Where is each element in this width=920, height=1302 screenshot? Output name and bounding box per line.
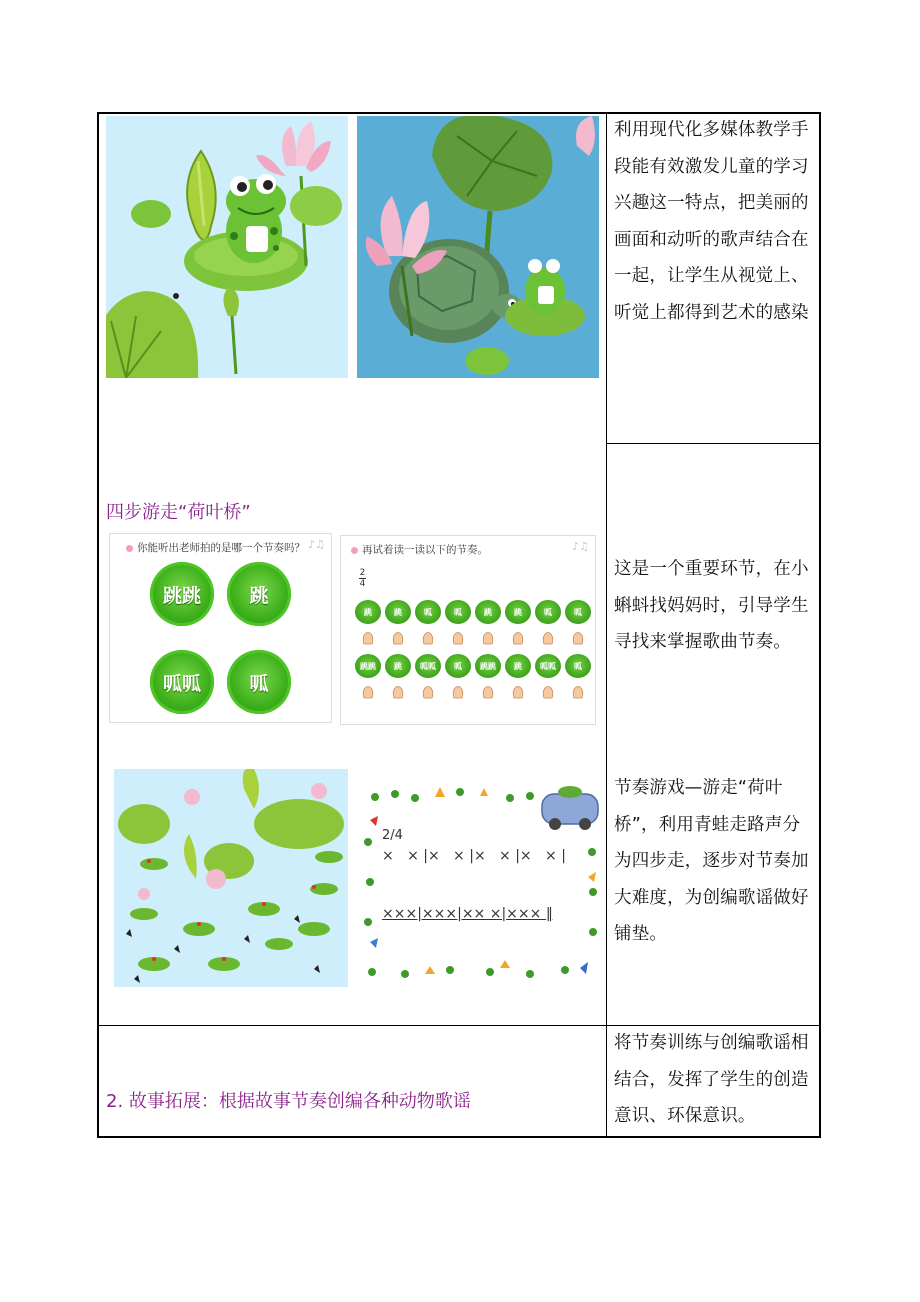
time-signature: 2/4: [382, 828, 403, 843]
lily-pad-path-image: [114, 769, 348, 987]
music-note-icon: ♪♫: [308, 538, 325, 551]
rhythm-leaf: 呱呱: [535, 654, 561, 678]
slide-title: 你能听出老师拍的是哪一个节奏吗？: [126, 540, 305, 555]
rhythm-board-image: [360, 782, 600, 987]
rhythm-leaf: 跳跳: [355, 654, 381, 678]
column-divider: [606, 112, 607, 1138]
rhythm-option[interactable]: 呱: [227, 650, 291, 714]
clap-hand-icon: [362, 684, 374, 698]
clap-hand-icon: [572, 684, 584, 698]
clap-hand-icon: [422, 630, 434, 644]
clap-hand-icon: [482, 630, 494, 644]
rhythm-leaf: 呱: [445, 600, 471, 624]
clap-hand-icon: [572, 630, 584, 644]
rhythm-leaf: 呱呱: [415, 654, 441, 678]
rhythm-line-1: × × |× × |× × |× × |: [382, 848, 566, 864]
rhythm-leaf: 呱: [565, 600, 591, 624]
rhythm-leaf: 呱: [535, 600, 561, 624]
story-note: 将节奏训练与创编歌谣相 结合，发挥了学生的创造 意识、环保意识。: [614, 1033, 809, 1126]
clap-hand-icon: [482, 684, 494, 698]
rhythm-leaf: 跳: [355, 600, 381, 624]
rhythm-option[interactable]: 呱呱: [150, 650, 214, 714]
rhythm-leaf: 呱: [565, 654, 591, 678]
rhythm-leaf: 呱: [415, 600, 441, 624]
frog-lotus-image: [106, 116, 348, 378]
rhythm-leaf: 跳: [505, 654, 531, 678]
rhythm-note: 这是一个重要环节，在小 蝌蚪找妈妈时，引导学生 寻找来掌握歌曲节奏。: [614, 559, 809, 652]
clap-hand-icon: [512, 630, 524, 644]
bullet-icon: [126, 545, 133, 552]
rhythm-quiz-slide: [109, 533, 332, 723]
rhythm-line-2: ×××|×××|×× ×|××× ‖: [382, 906, 553, 922]
section-heading: 四步游走“荷叶桥”: [106, 502, 251, 523]
clap-hand-icon: [422, 684, 434, 698]
clap-hand-icon: [542, 630, 554, 644]
clap-hand-icon: [452, 684, 464, 698]
game-note: 节奏游戏—游走“荷叶 桥”，利用青蛙走路声分 为四步走，逐步对节奏加 大难度，为创编歌谣做好 铺垫。: [614, 778, 809, 944]
turtle-frog-image: [357, 116, 599, 378]
rhythm-leaf: 跳: [385, 654, 411, 678]
time-signature: 2 4: [359, 568, 366, 589]
clap-hand-icon: [362, 630, 374, 644]
slide-title: 再试着读一读以下的节奏。: [351, 542, 488, 557]
rhythm-leaf: 跳: [385, 600, 411, 624]
row-divider-right: [607, 443, 821, 444]
music-note-icon: ♪♫: [572, 540, 589, 553]
rhythm-option[interactable]: 跳跳: [150, 562, 214, 626]
rhythm-leaf: 跳跳: [475, 654, 501, 678]
intro-note: 利用现代化多媒体教学手 段能有效激发儿童的学习 兴趣这一特点，把美丽的 画面和动听的歌声结合在 一起，让学生从视觉上、 听觉上都得到艺术的感染: [614, 120, 809, 323]
story-heading: 2. 故事拓展：根据故事节奏创编各种动物歌谣: [106, 1091, 471, 1112]
rhythm-leaf: 跳: [475, 600, 501, 624]
rhythm-leaf: 跳: [505, 600, 531, 624]
clap-hand-icon: [392, 684, 404, 698]
clap-hand-icon: [512, 684, 524, 698]
rhythm-leaf: 呱: [445, 654, 471, 678]
rhythm-option[interactable]: 跳: [227, 562, 291, 626]
clap-hand-icon: [392, 630, 404, 644]
rhythm-reading-slide: [340, 535, 596, 725]
clap-hand-icon: [542, 684, 554, 698]
bullet-icon: [351, 547, 358, 554]
clap-hand-icon: [452, 630, 464, 644]
